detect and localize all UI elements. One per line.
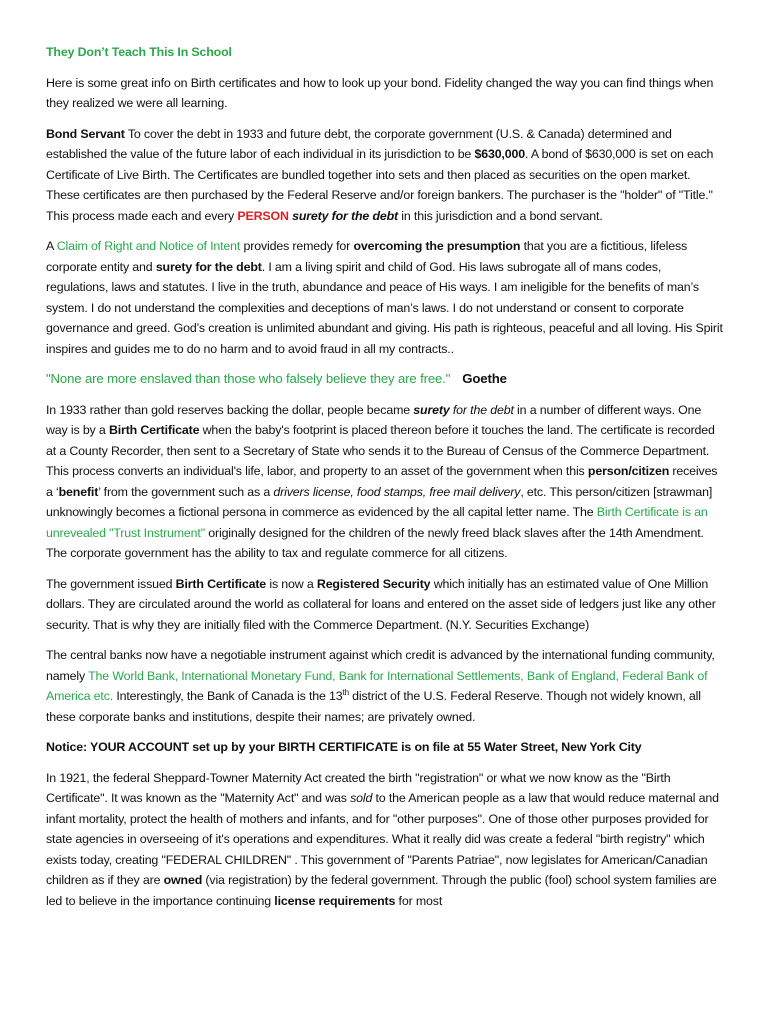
sold-word: sold	[350, 791, 373, 805]
for-the-debt-phrase: for the debt	[449, 402, 514, 417]
birth-certificate-term-2: Birth Certificate	[175, 576, 267, 591]
benefit-term: benefit	[58, 484, 99, 499]
quote-line	[46, 369, 724, 390]
benefit-examples: drivers license, food stamps, free mail delivery	[273, 484, 521, 499]
trust-instrument-link[interactable]: Birth Certificate is an unrevealed "Trust Instrument"	[46, 505, 708, 540]
registered-security-paragraph: The government issued Birth Certificate is now a Registered Security which initially has an estimated value of One Million dollars. They are circulated around the world as collateral for loans and entered on the asset side of ledgers just like any other security. That is why they are initially filed with the Commerce Department. (N.Y. Securities Exchange)	[46, 576, 716, 632]
claim-of-right-paragraph: A Claim of Right and Notice of Intent provides remedy for overcoming the presumption that you are a fictitious, lifeless corporate entity and surety for the debt. I am a living spirit and child of God. His laws subrogate all of mans codes, regulations, laws and statutes. I live in the truth, abundance and peace of His ways. I am ineligible for the benefits of man’s system. I do not understand the complexities and deceptions of man’s laws. I do not understand or consent to corporate governance and greed. God’s creation is unlimited abundant and giving. His path is righteous, peaceful and all loving. His Spirit inspires and guides me to do no harm and to avoid fraud in all my contracts..	[46, 239, 723, 356]
surety-phrase: surety for the debt	[288, 208, 398, 223]
quote-author: Goethe	[462, 371, 507, 386]
birth-certificate-term: Birth Certificate	[108, 423, 200, 437]
surety-word: surety	[413, 402, 450, 417]
intro-paragraph: Here is some great info on Birth certificates and how to look up your bond. Fidelity changed the way you can find things when they realized we were all learning.	[46, 75, 714, 110]
central-banks-paragraph: The central banks now have a negotiable instrument against which credit is advanced by the international funding community, namely The World Bank, International Monetary Fund, Bank for International Settlements, Bank of England, Federal Bank of America etc. Interestingly, the Bank of Canada is the 13th district of the U.S. Federal Reserve. Though not widely known, all these corporate banks and institutions, despite their names; are privately owned.	[46, 648, 715, 724]
license-requirements-term: license requirements	[274, 893, 396, 908]
bond-amount: $630,000	[474, 147, 525, 161]
surety-1933-paragraph: In 1933 rather than gold reserves backing the dollar, people became surety for the debt in a number of different ways. One way is by a Birth Certificate when the baby's footprint is placed thereon before it touches the land. The certificate is recorded at a County Recorder, then sent to a Secretary of State who sends it to the Bureau of Census of the Commerce Department. This process converts an individual's life, labor, and property to an asset of the government when this person/citizen receives a ‘benefit’ from the government such as a drivers license, food stamps, free mail delivery, etc. This person/citizen [strawman] unknowingly becomes a fictional persona in commerce as evidenced by the all capital letter name. The Birth Certificate is an unrevealed "Trust Instrument" originally designed for the children of the newly freed black slaves after the 14th Amendment. The corporate government has the ability to tax and regulate commerce for all citizens.	[46, 402, 718, 560]
document-title: They Don’t Teach This In School	[46, 45, 232, 59]
maternity-act-paragraph: In 1921, the federal Sheppard-Towner Maternity Act created the birth "registration" or what we now know as the "Birth Certificate". It was known as the "Maternity Act" and was sold to the American people as a law that would reduce maternal and infant mortality, protect the health of mothers and infants, and for "other purposes". One of those other purposes provided for state agencies in overseeing of it's operations and expenditures. What it really did was create a federal "birth registry" which exists today, creating "FEDERAL CHILDREN" . This government of "Parents Patriae", now legislates for American/Canadian children as if they are owned (via registration) by the federal government. Through the public (fool) school system families are led to believe in the importance continuing license requirements for most	[46, 770, 719, 908]
bond-servant-label: Bond Servant	[46, 126, 125, 141]
claim-of-right-link[interactable]: Claim of Right and Notice of Intent	[56, 239, 241, 253]
notice-line	[46, 737, 724, 758]
owned-word: owned	[163, 873, 203, 887]
person-citizen-term: person/citizen	[587, 464, 670, 478]
person-highlight: PERSON	[237, 208, 289, 223]
ordinal-suffix: th	[342, 687, 349, 697]
quote-text: "None are more enslaved than those who falsely believe they are free."	[46, 371, 451, 386]
banks-list-link[interactable]: The World Bank, International Monetary Fund, Bank for International Settlements, Bank of England, Federal Bank of America etc.	[46, 668, 708, 703]
notice-text: Notice: YOUR ACCOUNT set up by your BIRTH CERTIFICATE is on file at 55 Water Street, New York City	[46, 740, 642, 754]
registered-security-term: Registered Security	[316, 576, 431, 591]
bond-servant-paragraph: Bond Servant To cover the debt in 1933 and future debt, the corporate government (U.S. & Canada) determined and established the value of the future labor of each individual in its jurisdiction to be $630,000. A bond of $630,000 is set on each Certificate of Live Birth. The Certificates are bundled together into sets and then placed as securities on the open market. These certificates are then purchased by the Federal Reserve and/or foreign bankers. The purchaser is the "holder" of "Title." This process made each and every PERSON surety for the debt in this jurisdiction and a bond servant.	[46, 126, 714, 223]
presumption-phrase: overcoming the presumption	[353, 239, 521, 253]
surety-debt-phrase: surety for the debt	[155, 259, 262, 274]
